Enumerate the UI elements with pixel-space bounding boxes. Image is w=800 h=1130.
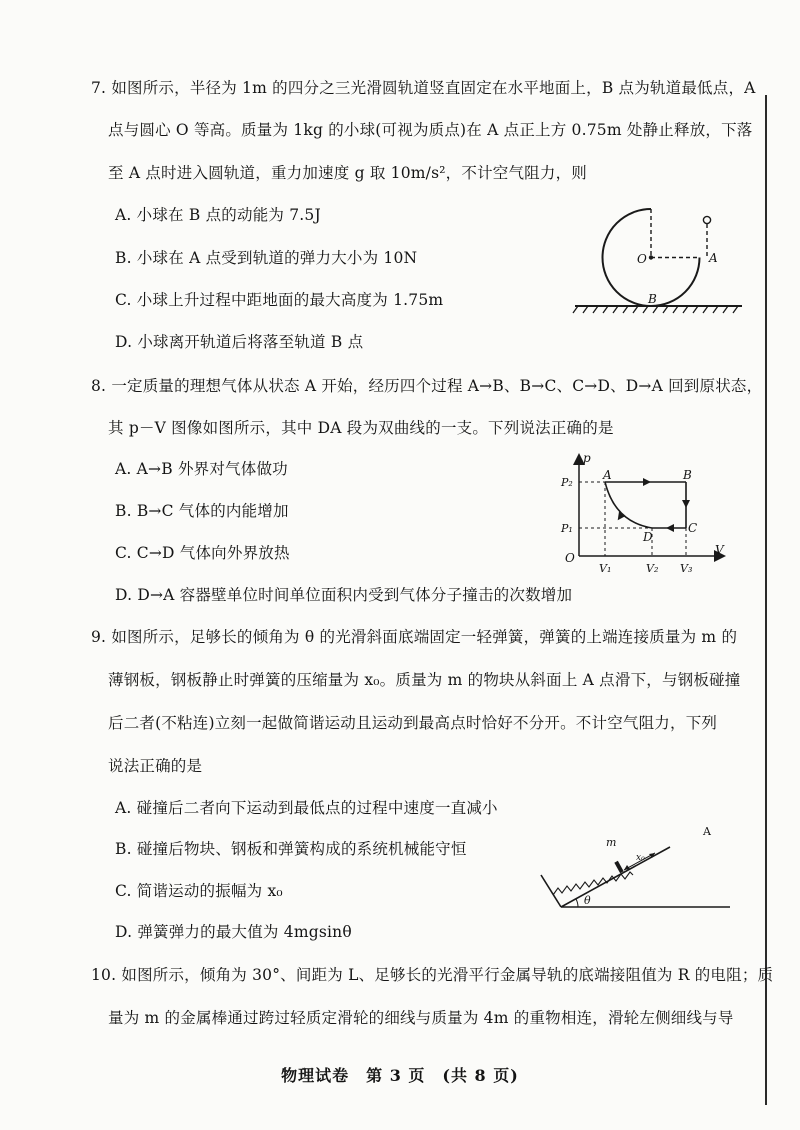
- q9-option-b: B. 碰撞后物块、钢板和弹簧构成的系统机械能守恒: [115, 840, 467, 858]
- q8-label-v2: V₂: [646, 562, 659, 575]
- q9-line-4: 说法正确的是: [108, 757, 203, 775]
- q7-option-c: C. 小球上升过程中距地面的最大高度为 1.75m: [115, 291, 444, 309]
- q7-line-2: 点与圆心 O 等高。质量为 1kg 的小球(可视为质点)在 A 点正上方 0.75m 处静止释放，下落: [108, 121, 753, 139]
- q9-option-c: C. 简谐运动的振幅为 x₀: [115, 882, 283, 900]
- q8-option-b: B. B→C 气体的内能增加: [115, 502, 289, 520]
- q8-line-1: 8. 一定质量的理想气体从状态 A 开始，经历四个过程 A→B、B→C、C→D、D→A 回到原状态，: [91, 377, 763, 395]
- q7-option-d: D. 小球离开轨道后将落至轨道 B 点: [115, 333, 364, 351]
- q8-path-da-hyperbola: [605, 482, 652, 528]
- q7-label-o: O: [637, 252, 647, 266]
- q8-label-p-axis: p: [583, 451, 591, 465]
- q8-label-v-axis: V: [715, 543, 724, 557]
- q7-label-b: B: [648, 292, 657, 306]
- q9-line-1: 9. 如图所示，足够长的倾角为 θ 的光滑斜面底端固定一轻弹簧，弹簧的上端连接质量为 m 的: [91, 628, 738, 646]
- q9-option-d: D. 弹簧弹力的最大值为 4mgsinθ: [115, 923, 352, 941]
- q7-option-b: B. 小球在 A 点受到轨道的弹力大小为 10N: [115, 249, 418, 267]
- q7-center-point: [649, 255, 653, 259]
- q10-line-1: 10. 如图所示，倾角为 30°、间距为 L、足够长的光滑平行金属导轨的底端接阻值为 R 的电阻；质: [91, 966, 774, 984]
- q8-figure-pv-diagram: [555, 450, 735, 578]
- q8-label-p2: P₂: [561, 476, 573, 489]
- q7-figure-circular-track: [570, 200, 750, 325]
- q8-label-c: C: [688, 521, 698, 535]
- q8-arrow-ab: [643, 478, 651, 486]
- q8-arrow-bc: [682, 500, 690, 508]
- page-edge-line: [765, 95, 767, 1105]
- q7-line-1: 7. 如图所示，半径为 1m 的四分之三光滑圆轨道竖直固定在水平地面上，B 点为轨道最低点，A: [91, 79, 756, 97]
- q8-label-v1: V₁: [599, 562, 612, 575]
- q9-angle-arc: [576, 899, 578, 907]
- q8-label-v3: V₃: [680, 562, 693, 575]
- q8-option-c: C. C→D 气体向外界放热: [115, 544, 290, 562]
- q9-label-x0: x₀: [636, 853, 645, 863]
- q9-figure-incline-spring: [538, 820, 738, 915]
- q9-label-m: m: [606, 836, 617, 849]
- q9-option-a: A. 碰撞后二者向下运动到最低点的过程中速度一直减小: [115, 799, 498, 817]
- q7-ground-hatch: [573, 306, 738, 313]
- q8-label-a: A: [603, 468, 612, 482]
- q9-line-3: 后二者(不粘连)立刻一起做简谐运动且运动到最高点时恰好不分开。不计空气阻力，下列: [108, 714, 718, 732]
- q8-label-b: B: [683, 468, 692, 482]
- q7-label-a: A: [709, 251, 718, 265]
- q7-ball: [703, 216, 710, 223]
- q9-incline: [561, 847, 670, 907]
- q8-label-d: D: [643, 530, 653, 544]
- q9-line-2: 薄钢板，钢板静止时弹簧的压缩量为 x₀。质量为 m 的物块从斜面上 A 点滑下，与钢板碰撞: [108, 671, 741, 689]
- q8-arrow-da: [614, 511, 625, 522]
- q9-label-a: A: [703, 825, 711, 838]
- q9-label-theta: θ: [584, 894, 591, 907]
- q8-option-a: A. A→B 外界对气体做功: [115, 460, 288, 478]
- q8-line-2: 其 p－V 图像如图所示，其中 DA 段为双曲线的一支。下列说法正确的是: [108, 419, 614, 437]
- q9-steel-plate: [614, 861, 623, 873]
- q10-line-2: 量为 m 的金属棒通过跨过轻质定滑轮的细线与质量为 4m 的重物相连，滑轮左侧细线与导: [108, 1009, 734, 1027]
- q8-option-d: D. D→A 容器壁单位时间单位面积内受到气体分子撞击的次数增加: [115, 586, 573, 604]
- q8-label-p1: P₁: [561, 522, 573, 535]
- q9-spring: [553, 872, 633, 895]
- q7-option-a: A. 小球在 B 点的动能为 7.5J: [115, 206, 321, 224]
- q8-arrow-cd: [666, 524, 674, 532]
- q7-line-3: 至 A 点时进入圆轨道，重力加速度 g 取 10m/s²，不计空气阻力，则: [108, 164, 587, 182]
- q8-label-origin: O: [565, 551, 575, 565]
- page-footer: 物理试卷 第 3 页 (共 8 页): [281, 1066, 519, 1085]
- q9-wall: [541, 875, 561, 907]
